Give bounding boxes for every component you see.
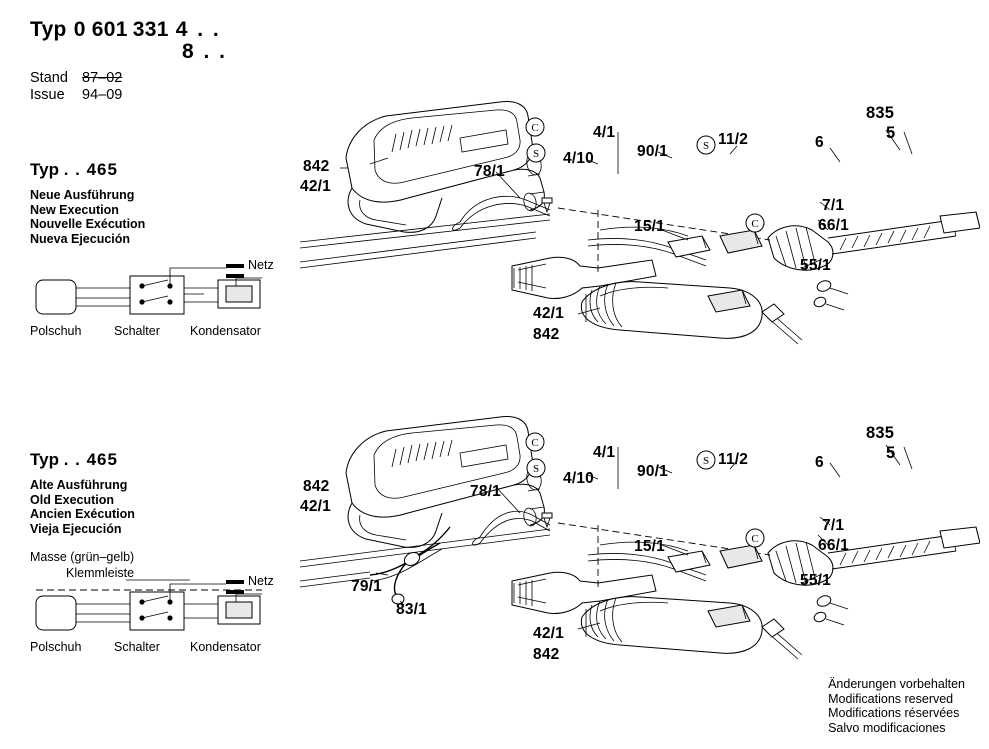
svg-text:S: S xyxy=(702,140,710,152)
legend-new-line-es: Nueva Ejecución xyxy=(30,231,131,246)
legend-old-line-en: Old Execution xyxy=(30,492,115,507)
callout-bottom-4-10: 4/10 xyxy=(563,470,594,487)
legend-new-line-en: New Execution xyxy=(30,202,119,217)
legend-new-line-de: Neue Ausführung xyxy=(30,188,135,202)
legend-old-execution xyxy=(30,450,300,668)
callout-top-4-1: 4/1 xyxy=(593,124,616,141)
legend-new-execution xyxy=(30,160,300,354)
footer-disclaimer xyxy=(828,677,965,735)
legend-old-type-label: Typ xyxy=(30,450,59,469)
footer-line-en: Modifications reserved xyxy=(828,691,954,706)
callout-top-4-10: 4/10 xyxy=(563,150,594,167)
callout-top-11-2: 11/2 xyxy=(718,131,749,148)
callout-top-78-1: 78/1 xyxy=(474,163,505,180)
marker-s-top-1 xyxy=(527,144,545,162)
callout-bottom-7-1: 7/1 xyxy=(822,517,845,534)
callout-bottom-42-1: 42/1 xyxy=(300,498,331,515)
legend-new-line-fr: Nouvelle Exécution xyxy=(30,217,146,231)
label-kondensator-old: Kondensator xyxy=(190,640,261,654)
callout-top-835: 835 xyxy=(866,104,895,122)
svg-text:S: S xyxy=(702,455,710,467)
legend-old-execution-lines xyxy=(30,478,300,536)
type-number-line xyxy=(30,18,360,42)
svg-text:C: C xyxy=(751,533,759,545)
callout-bottom-4-1: 4/1 xyxy=(593,444,616,461)
legend-new-type xyxy=(30,160,300,180)
legend-old-line-fr: Ancien Exécution xyxy=(30,507,135,521)
callout-top-15-1: 15/1 xyxy=(634,218,665,235)
issue-value: 94–09 xyxy=(82,87,123,103)
svg-text:S: S xyxy=(532,148,540,160)
callout-top-42-1b: 42/1 xyxy=(533,305,564,322)
issue-label: Issue xyxy=(30,87,65,103)
wiring-diagram-new xyxy=(30,258,298,354)
marker-c-top-2 xyxy=(746,214,764,232)
marker-c-bottom-1 xyxy=(526,433,544,451)
type-number-part2: 331 xyxy=(132,18,169,41)
label-klemmleiste-old: Klemmleiste xyxy=(66,566,135,580)
callout-top-66-1: 66/1 xyxy=(818,217,849,234)
label-netz-new: Netz xyxy=(248,258,274,272)
callout-bottom-78-1: 78/1 xyxy=(470,483,501,500)
footer-line-fr: Modifications réservées xyxy=(828,706,960,720)
label-polschuh-old: Polschuh xyxy=(30,640,82,654)
stand-value: 87–02 xyxy=(82,70,123,86)
callout-bottom-842b: 842 xyxy=(533,646,560,663)
callout-top-842b: 842 xyxy=(533,326,560,343)
legend-old-type-value: . . 465 xyxy=(63,450,118,469)
marker-s-bottom-1 xyxy=(527,459,545,477)
type-label: Typ xyxy=(30,18,67,41)
label-schalter-old: Schalter xyxy=(114,640,160,654)
marker-s-top-2 xyxy=(697,136,715,154)
callout-bottom-5: 5 xyxy=(886,444,896,462)
callout-bottom-42-1b: 42/1 xyxy=(533,625,564,642)
callout-top-842: 842 xyxy=(303,158,330,175)
marker-c-top-1 xyxy=(526,118,544,136)
callout-bottom-79-1: 79/1 xyxy=(351,578,382,595)
type-number-part1: 0 601 xyxy=(73,18,128,41)
callout-bottom-6: 6 xyxy=(815,454,824,471)
svg-text:C: C xyxy=(531,122,539,134)
callout-top-42-1: 42/1 xyxy=(300,178,331,195)
legend-old-line-es: Vieja Ejecución xyxy=(30,521,122,536)
callout-bottom-15-1: 15/1 xyxy=(634,538,665,555)
label-schalter-new: Schalter xyxy=(114,324,160,338)
callout-bottom-842: 842 xyxy=(303,478,330,495)
callout-top-90-1: 90/1 xyxy=(637,143,668,160)
svg-text:C: C xyxy=(531,437,539,449)
marker-c-bottom-2 xyxy=(746,529,764,547)
wiring-diagram-old xyxy=(30,550,298,668)
svg-text:C: C xyxy=(751,218,759,230)
svg-text:S: S xyxy=(532,463,540,475)
callout-top-55-1: 55/1 xyxy=(800,257,831,274)
label-netz-old: Netz xyxy=(248,574,274,588)
legend-old-type xyxy=(30,450,300,470)
legend-new-type-value: . . 465 xyxy=(63,160,118,179)
legend-old-line-de: Alte Ausführung xyxy=(30,478,128,492)
callout-top-6: 6 xyxy=(815,134,824,151)
callout-bottom-55-1: 55/1 xyxy=(800,572,831,589)
type-suffix-1: 4 . . xyxy=(175,18,221,41)
footer-line-de: Änderungen vorbehalten xyxy=(828,677,965,691)
callout-bottom-835: 835 xyxy=(866,424,895,442)
legend-new-type-label: Typ xyxy=(30,160,59,179)
legend-new-execution-lines xyxy=(30,188,300,246)
stand-label: Stand xyxy=(30,70,68,86)
label-kondensator-new: Kondensator xyxy=(190,324,261,338)
callout-bottom-90-1: 90/1 xyxy=(637,463,668,480)
type-suffix-2: 8 . . xyxy=(182,40,228,63)
marker-s-bottom-2 xyxy=(697,451,715,469)
label-polschuh-new: Polschuh xyxy=(30,324,82,338)
footer-line-es: Salvo modificaciones xyxy=(828,720,946,735)
callout-bottom-66-1: 66/1 xyxy=(818,537,849,554)
label-masse-old: Masse (grün–gelb) xyxy=(30,550,135,564)
callout-bottom-11-2: 11/2 xyxy=(718,451,749,468)
callout-top-7-1: 7/1 xyxy=(822,197,845,214)
callout-bottom-83-1: 83/1 xyxy=(396,601,427,618)
callout-top-5: 5 xyxy=(886,124,896,142)
